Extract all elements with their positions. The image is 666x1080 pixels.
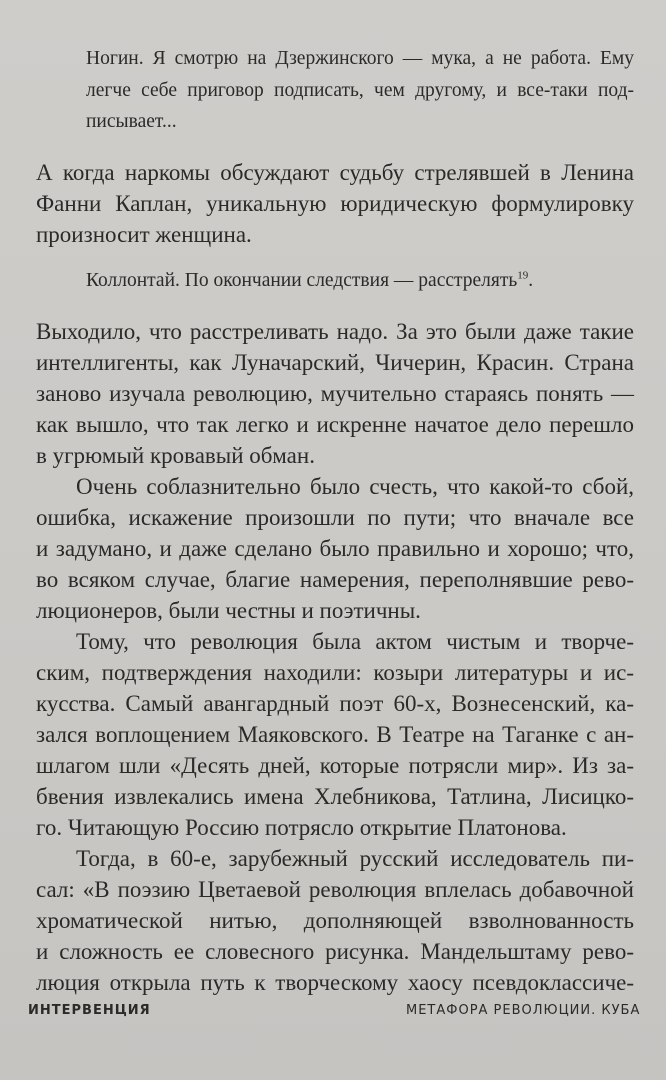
body-line: ским, подтверждения находили: козыри литературы и ис- [36,660,634,685]
body-line: Тому, что революция была актом чистым и творче- [76,629,634,654]
body-line: ошибка, искажение произошли по пути; что вначале все [36,505,634,530]
body-line: и сложность ее словесного рисунка. Мандельштаму рево- [36,939,634,964]
body-line: люция открыла путь к творческому хаосу псевдоклассиче- [36,970,634,995]
body-line: кусства. Самый авангардный поэт 60-х, Вознесенский, ка- [36,691,634,716]
body-line: шлагом шли «Десять дней, которые потрясли мир». Из за- [36,753,634,778]
body-line: в угрюмый кровавый обман. [36,443,315,468]
body-line: Фанни Каплан, уникальную юридическую формулировку [36,191,634,216]
footnote-marker: 19 [517,269,529,282]
body-line: и задумано, и даже сделано было правильно и хорошо; что, [36,536,634,561]
body-line: Выходило, что расстреливать надо. За это были даже такие [36,319,634,344]
body-line: А когда наркомы обсуждают судьбу стрелявшей в Ленина [36,160,634,185]
body-line: Тогда, в 60-е, зарубежный русский исследователь пи- [76,846,634,871]
quote-line: легче себе приговор подписать, чем другому, и все-таки под- [86,80,634,101]
body-line: заново изучала революцию, мучительно стараясь понять — [36,381,634,406]
body-line: интеллигенты, как Луначарский, Чичерин, Красин. Страна [36,350,634,375]
body-line: бвения извлекались имена Хлебникова, Татлина, Лисицко- [36,784,634,809]
quote-line [86,270,634,292]
running-footer-right: МЕТАФОРА РЕВОЛЮЦИИ. КУБА [406,1003,641,1018]
body-line: во всяком случае, благие намерения, переполнявшие рево- [36,567,634,592]
quote-line: Ногин. Я смотрю на Дзержинского — мука, а не работа. Ему [86,48,634,69]
body-line: сал: «В поэзию Цветаевой революция вплелась добавочной [36,877,634,902]
quote-end: . [528,270,534,291]
body-line: Очень соблазнительно было счесть, что какой-то сбой, [76,474,634,499]
body-line: го. Читающую Россию потрясло открытие Платонова. [36,815,567,840]
quote-text: Коллонтай. По окончании следствия — расстрелять [86,270,518,291]
body-line: люционеров, были честны и поэтичны. [36,598,421,623]
body-line: произносит женщина. [36,222,252,247]
quote-line: писывает... [86,111,177,132]
running-footer-left: ИНТЕРВЕНЦИЯ [28,1003,151,1018]
body-line: зался воплощением Маяковского. В Театре на Таганке с ан- [36,722,634,747]
body-line: как вышло, что так легко и искренне начатое дело перешло [36,412,634,437]
body-line: хроматической нитью, дополняющей взволнованность [36,908,634,933]
